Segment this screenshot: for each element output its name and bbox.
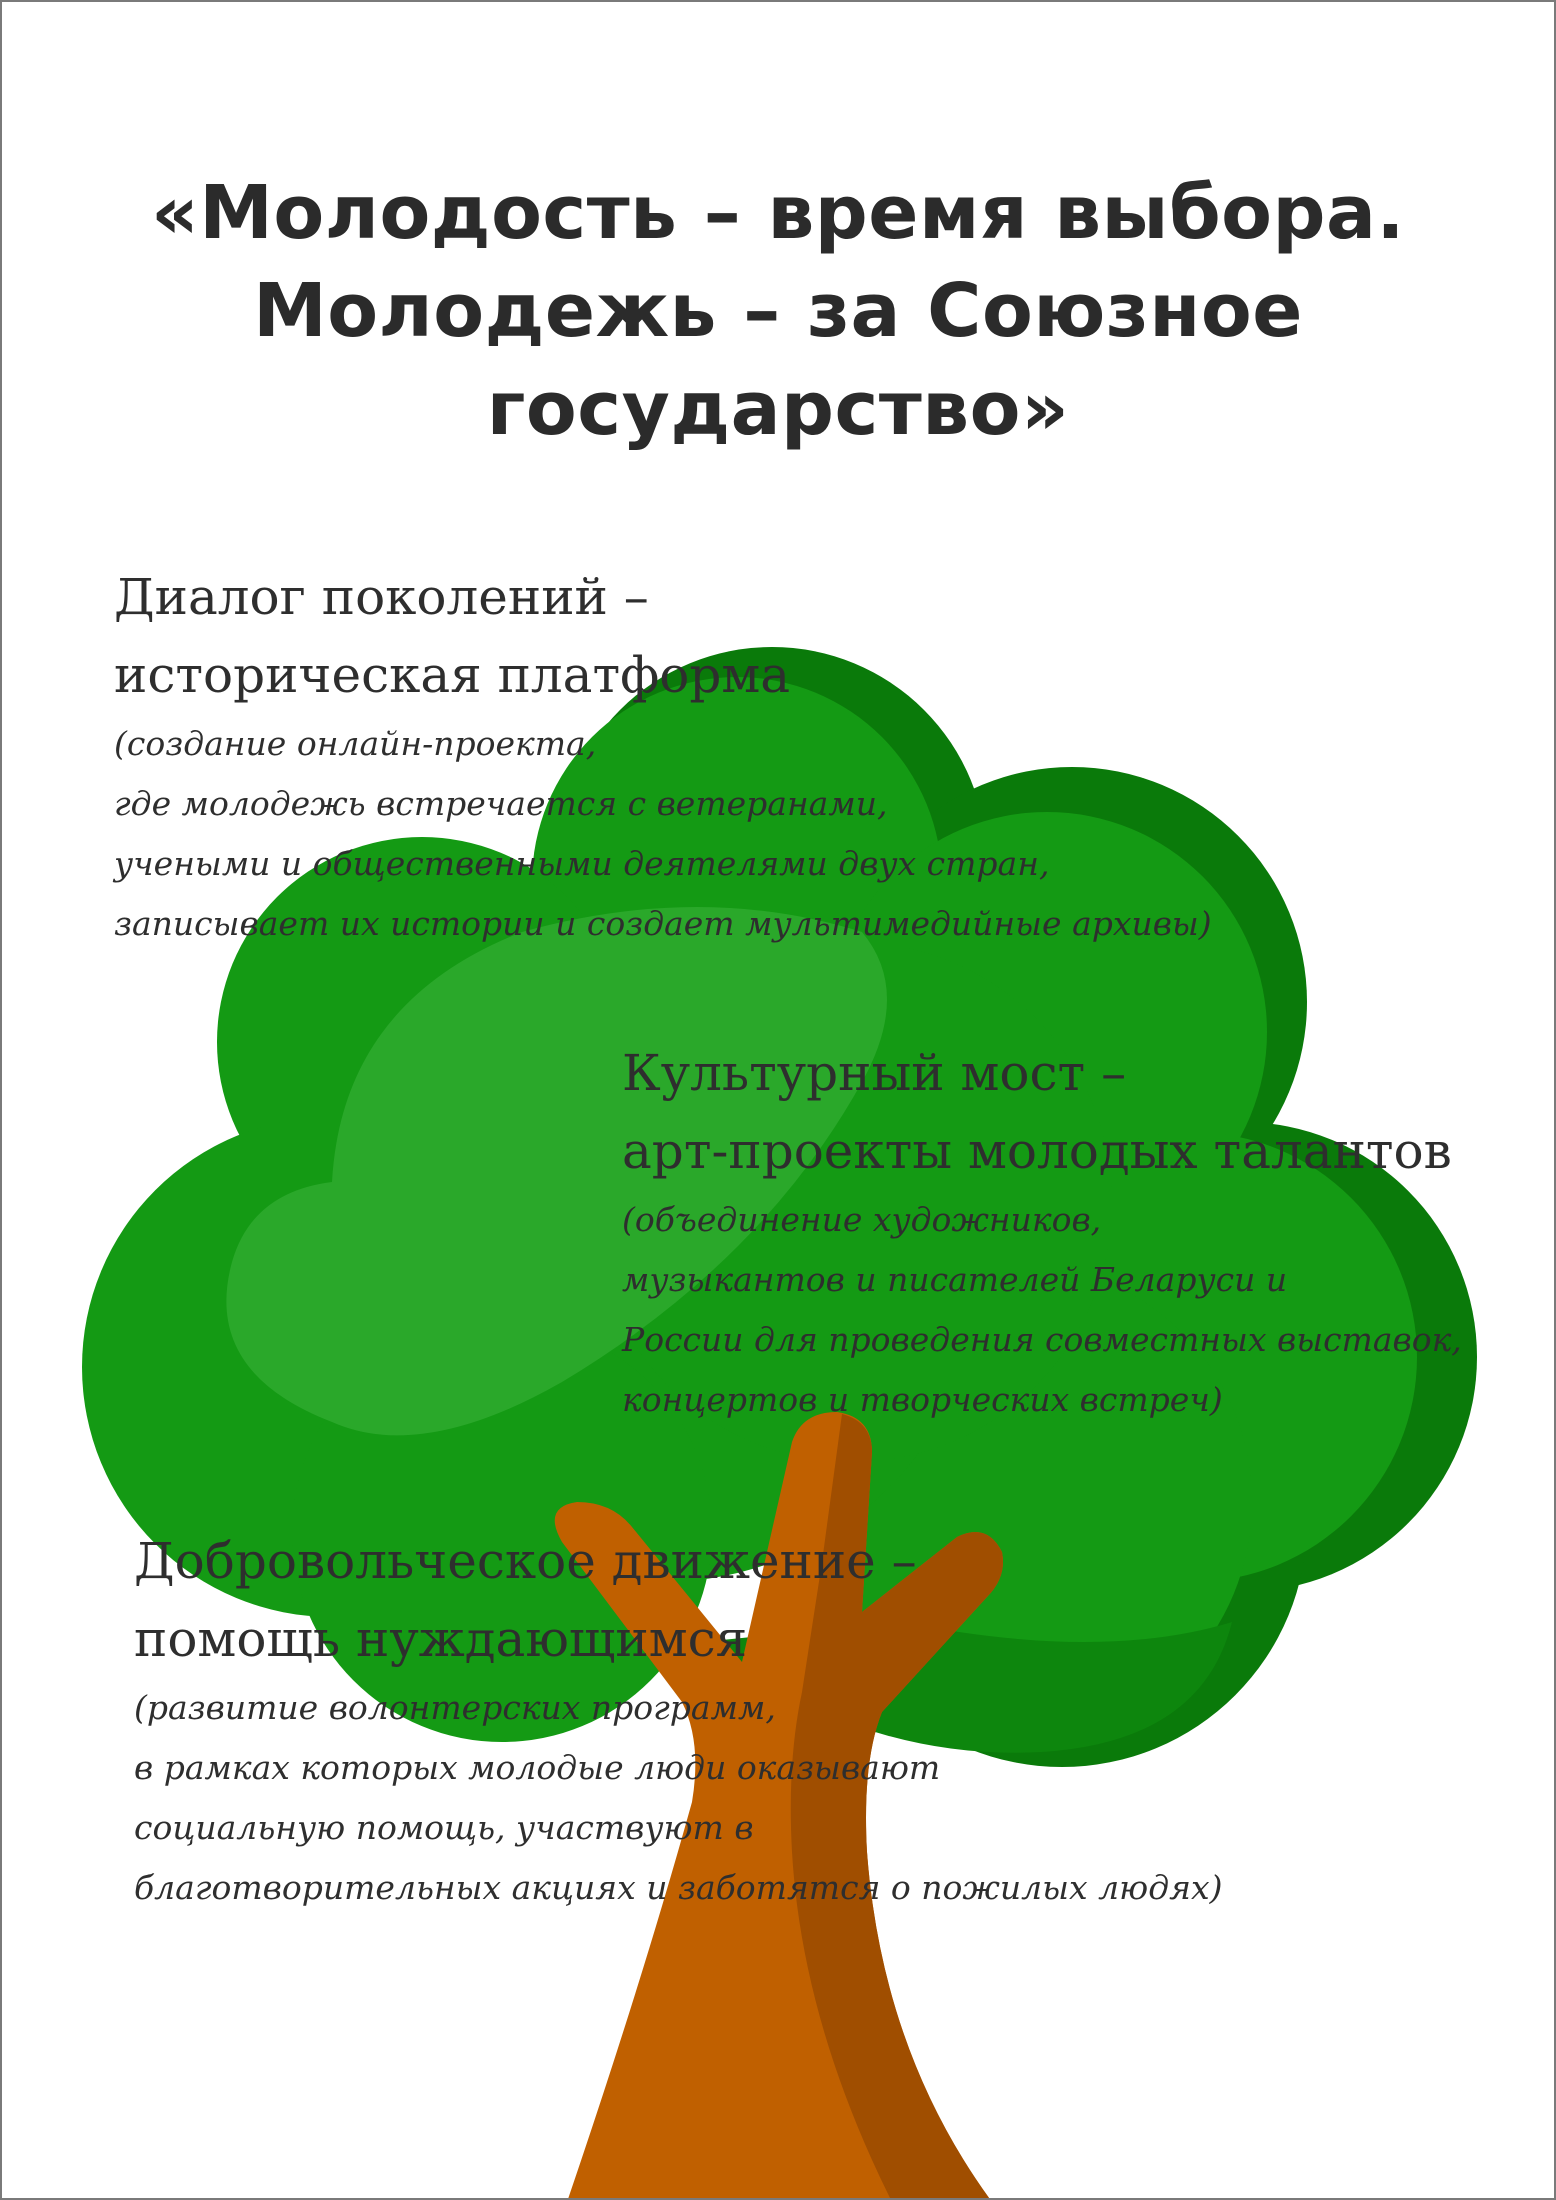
description-line: (развитие волонтерских программ, — [134, 1688, 776, 1727]
heading-line-1: Диалог поколений – — [114, 568, 649, 626]
description-line: учеными и общественными деятелями двух стран, — [114, 844, 1050, 883]
heading-line-1: Культурный мост – — [622, 1044, 1127, 1102]
description-line: России для проведения совместных выставок, — [622, 1320, 1462, 1359]
section-description — [114, 714, 1212, 954]
description-line: концертов и творческих встреч) — [622, 1380, 1223, 1419]
description-line: (создание онлайн-проекта, — [114, 724, 597, 763]
section-heading — [622, 1034, 1462, 1190]
title-line-1: «Молодость – время выбора. — [150, 169, 1406, 256]
section-description — [134, 1678, 1222, 1918]
description-line: (объединение художников, — [622, 1200, 1102, 1239]
heading-line-2: арт-проекты молодых талантов — [622, 1122, 1452, 1180]
heading-line-1: Добровольческое движение – — [134, 1532, 917, 1590]
section-dialog — [114, 558, 1212, 954]
heading-line-2: помощь нуждающимся — [134, 1610, 748, 1668]
section-culture — [622, 1034, 1462, 1430]
section-volunteer — [134, 1522, 1222, 1918]
section-description — [622, 1190, 1462, 1430]
description-line: в рамках которых молодые люди оказывают — [134, 1748, 941, 1787]
title-line-2: Молодежь – за Союзное государство» — [253, 267, 1303, 452]
description-line: записывает их истории и создает мультимедийные архивы) — [114, 904, 1212, 943]
description-line: социальную помощь, участвуют в — [134, 1808, 754, 1847]
section-heading — [114, 558, 1212, 714]
section-heading — [134, 1522, 1222, 1678]
description-line: музыкантов и писателей Беларуси и — [622, 1260, 1288, 1299]
description-line: благотворительных акциях и заботятся о пожилых людях) — [134, 1868, 1223, 1907]
heading-line-2: историческая платформа — [114, 646, 791, 704]
description-line: где молодежь встречается с ветеранами, — [114, 784, 888, 823]
